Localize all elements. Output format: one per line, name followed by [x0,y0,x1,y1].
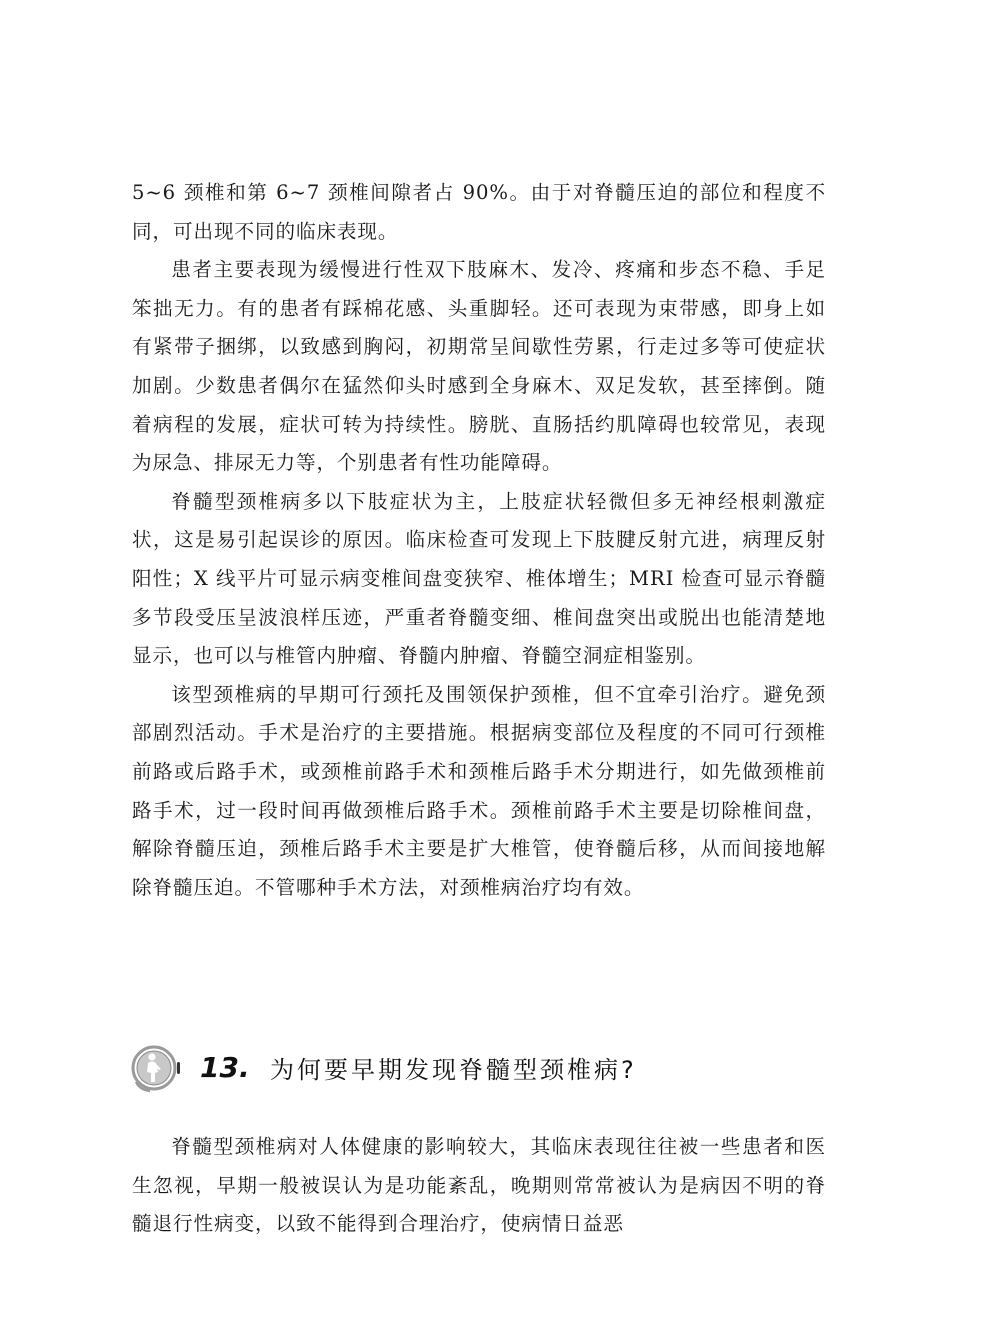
paragraph-importance: 脊髓型颈椎病对人体健康的影响较大，其临床表现往往被一些患者和医生忽视，早期一般被误认为是功能紊乱，晚期则常常被认为是病因不明的脊髓退行性病变，以致不能得到合理治疗，使病情日益恶 [132,1135,826,1236]
paragraph-symptoms: 患者主要表现为缓慢进行性双下肢麻木、发冷、疼痛和步态不稳、手足笨拙无力。有的患者有踩棉花感、头重脚轻。还可表现为束带感，即身上如有紧带子捆绑，以致感到胸闷，初期常呈间歇性劳累，行走过多等可使症状加剧。少数患者偶尔在猛然仰头时感到全身麻木、双足发软，甚至摔倒。随着病程的发展，症状可转为持续性。膀胱、直肠括约肌障碍也较常见，表现为尿急、排尿无力等，个别患者有性功能障碍。 [132,258,826,475]
paragraph-diagnosis: 脊髓型颈椎病多以下肢症状为主，上肢症状轻微但多无神经根刺激症状，这是易引起误诊的原因。临床检查可发现上下肢腱反射亢进，病理反射阳性；X 线平片可显示病变椎间盘变狭窄、椎体增生；MRI 检查可显示脊髓多节段受压呈波浪样压迹，严重者脊髓变细、椎间盘突出或脱出也能清楚地显示，也可以与椎管内肿瘤、脊髓内肿瘤、脊髓空洞症相鉴别。 [132,489,826,668]
paragraph-continued: 5~6 颈椎和第 6~7 颈椎间隙者占 90%。由于对脊髓压迫的部位和程度不同，可出现不同的临床表现。 [132,181,826,243]
body-text-top [132,174,826,907]
person-silhouette-icon [130,1042,182,1094]
section-number: 13. [200,1051,250,1084]
paragraph-treatment: 该型颈椎病的早期可行颈托及围领保护颈椎，但不宜牵引治疗。避免颈部剧烈活动。手术是治疗的主要措施。根据病变部位及程度的不同可行颈椎前路或后路手术，或颈椎前路手术和颈椎后路手术分期进行，如先做颈椎前路手术，过一段时间再做颈椎后路手术。颈椎前路手术主要是切除椎间盘，解除脊髓压迫，颈椎后路手术主要是扩大椎管，使脊髓后移，从而间接地解除脊髓压迫。不管哪种手术方法，对颈椎病治疗均有效。 [132,682,826,899]
section-title: 为何要早期发现脊髓型颈椎病? [270,1056,637,1084]
body-text-bottom [132,1128,826,1244]
section-heading [130,1040,830,1096]
